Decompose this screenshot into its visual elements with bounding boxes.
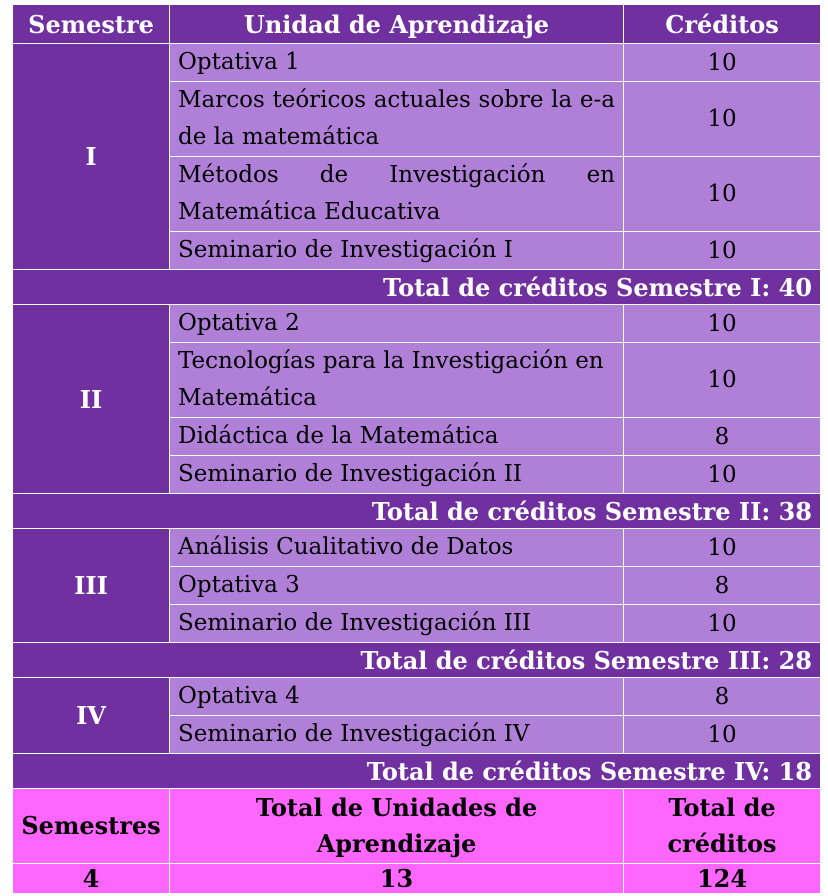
- summary-unidades-label: Total de Unidades de Aprendizaje: [170, 789, 624, 864]
- unit-name: Seminario de Investigación III: [170, 605, 624, 643]
- semester-total-row: [13, 754, 821, 789]
- semester-total-row: [13, 270, 821, 305]
- table-row: [13, 529, 821, 567]
- semester-label: IV: [13, 678, 170, 754]
- semester-total: Total de créditos Semestre I: 40: [13, 270, 821, 305]
- semester-total: Total de créditos Semestre IV: 18: [13, 754, 821, 789]
- semester-total-row: [13, 494, 821, 529]
- unit-name: Optativa 2: [170, 305, 624, 343]
- unit-credits: 10: [624, 305, 821, 343]
- semester-label: III: [13, 529, 170, 643]
- semester-total: Total de créditos Semestre III: 28: [13, 643, 821, 678]
- summary-creditos-value: 124: [624, 864, 821, 894]
- unit-name: Seminario de Investigación II: [170, 456, 624, 494]
- unit-credits: 10: [624, 44, 821, 82]
- unit-name: Didáctica de la Matemática: [170, 418, 624, 456]
- unit-name: Optativa 4: [170, 678, 624, 716]
- semester-label: II: [13, 305, 170, 494]
- summary-creditos-label: Total de créditos: [624, 789, 821, 864]
- summary-semestres-label: Semestres: [13, 789, 170, 864]
- unit-name: Optativa 1: [170, 44, 624, 82]
- unit-credits: 10: [624, 157, 821, 232]
- table-row: [13, 305, 821, 343]
- header-creditos: Créditos: [624, 5, 821, 44]
- header-unidad: Unidad de Aprendizaje: [170, 5, 624, 44]
- header-semestre: Semestre: [13, 5, 170, 44]
- table-row: [13, 678, 821, 716]
- unit-name: Seminario de Investigación IV: [170, 716, 624, 754]
- unit-credits: 10: [624, 605, 821, 643]
- table-row: [13, 44, 821, 82]
- unit-credits: 8: [624, 567, 821, 605]
- unit-name: Tecnologías para la Investigación en Matemática: [170, 343, 624, 418]
- unit-name: Seminario de Investigación I: [170, 232, 624, 270]
- unit-credits: 10: [624, 82, 821, 157]
- unit-name: Marcos teóricos actuales sobre la e-a de la matemática: [170, 82, 624, 157]
- unit-credits: 10: [624, 343, 821, 418]
- summary-semestres-value: 4: [13, 864, 170, 894]
- study-plan-table: [12, 4, 821, 894]
- semester-total-row: [13, 643, 821, 678]
- unit-credits: 8: [624, 418, 821, 456]
- unit-credits: 10: [624, 456, 821, 494]
- unit-name: Optativa 3: [170, 567, 624, 605]
- unit-credits: 10: [624, 716, 821, 754]
- unit-credits: 8: [624, 678, 821, 716]
- semester-total: Total de créditos Semestre II: 38: [13, 494, 821, 529]
- summary-header-row: [13, 789, 821, 864]
- unit-name: Análisis Cualitativo de Datos: [170, 529, 624, 567]
- summary-values-row: [13, 864, 821, 894]
- header-row: [13, 5, 821, 44]
- unit-credits: 10: [624, 232, 821, 270]
- summary-unidades-value: 13: [170, 864, 624, 894]
- semester-label: I: [13, 44, 170, 270]
- unit-name: Métodos de Investigación en Matemática Educativa: [170, 157, 624, 232]
- unit-credits: 10: [624, 529, 821, 567]
